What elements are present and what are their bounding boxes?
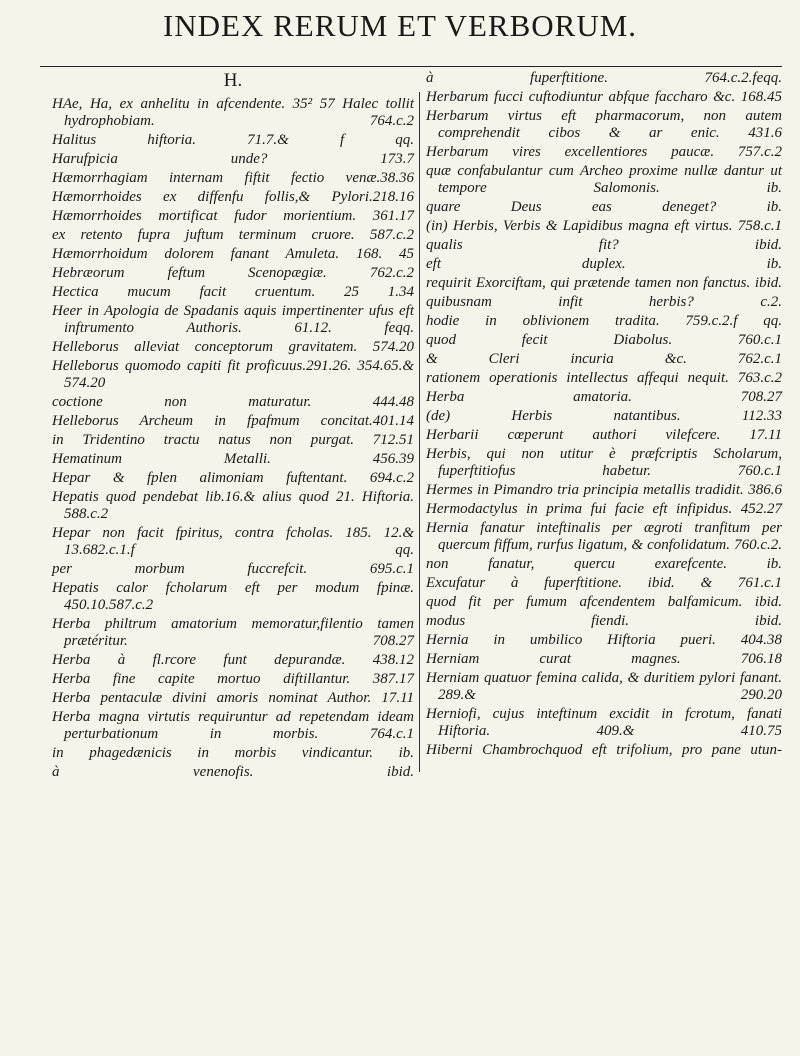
section-letter: H. (223, 70, 243, 91)
index-entry-quibusnam: quibusnam infit herbis? c.2. (426, 294, 782, 310)
index-entry-superstitione: à fuperftitione. 764.c.2.feqq. (426, 70, 782, 86)
index-entry-non_sanatur: non fanatur, quercu exarefcente. ib. (426, 556, 782, 572)
index-entry-hebraeorum: Hebræorum feftum Scenopægiæ. 762.c.2 (52, 265, 414, 281)
index-entry-haemorrhagia: Hæmorrhagiam internam fiftit fectio venæ.38.36 (52, 170, 414, 186)
index-entry-hernia2: Hernia in umbilico Hiftoria pueri. 404.38 (426, 632, 782, 648)
index-entry-helleborus2: Helleborus quomodo capiti fit proficuus.291.26. 354.65.& 574.20 (52, 358, 414, 391)
index-entry-coctione: coctione non maturatur. 444.48 (52, 394, 414, 410)
right-entry-list (426, 70, 782, 759)
index-entry-quae: quæ confabulantur cum Archeo proxime nullæ dantur ut tempore Salomonis. ib. (426, 163, 782, 196)
index-entry-morbum: per morbum fuccrefcit. 695.c.1 (52, 561, 414, 577)
index-entry-herba1: Herba philtrum amatorium memoratur,filentio tamen prætéritur. 708.27 (52, 616, 414, 649)
index-entry-phagedaenicis: in phagedænicis in morbis vindicantur. ib. (52, 745, 414, 761)
index-entry-haemorrhoides2: Hæmorrhoides mortificat fudor morientium. 361.17 (52, 208, 414, 224)
index-entry-cleri: & Cleri incuria &c. 762.c.1 (426, 351, 782, 367)
index-entry-quare: quare Deus eas deneget? ib. (426, 199, 782, 215)
index-entry-hepatis2: Hepatis calor fcholarum eft per modum fpinæ. 450.10.587.c.2 (52, 580, 414, 613)
index-entry-haec: HAe, Ha, ex anhelitu in afcendente. 35² 57 Halec tollit hydrophobiam. 764.c.2 (52, 96, 414, 129)
column-divider (419, 92, 420, 772)
index-entry-hiberni: Hiberni Chambrochquod eft trifolium, pro pane utun- (426, 742, 782, 758)
index-entry-rationem: rationem operationis intellectus affequi nequit. 763.c.2 (426, 370, 782, 386)
index-entry-herniam2: Herniam quatuor femina calida, & duritiem pylori fanant. 289.& 290.20 (426, 670, 782, 703)
index-entry-hepar1: Hepar & fplen alimoniam fuftentant. 694.c.2 (52, 470, 414, 486)
index-entry-herba5: Herba magna virtutis requiruntur ad repetendam ideam perturbationum in morbis. 764.c.1 (52, 709, 414, 742)
index-entry-quod_fit: quod fit per fumum afcendentem balfamicum. ibid. (426, 594, 782, 610)
index-entry-excusatur: Excufatur à fuperftitione. ibid. & 761.c.1 (426, 575, 782, 591)
index-entry-heer: Heer in Apologia de Spadanis aquis impertinenter ufus eft inftrumento Authoris. 61.12. feqq. (52, 303, 414, 336)
index-entry-herba4: Herba pentaculæ divini amoris nominat Author. 17.11 (52, 690, 414, 706)
index-entry-herbarum1: Herbarum fucci cuftodiuntur abfque faccharo &c. 168.45 (426, 89, 782, 105)
index-entry-retento: ex retento fupra juftum terminum cruore. 587.c.2 (52, 227, 414, 243)
index-entry-requirit: requirit Exorciftam, qui prætende tamen non fanctus. ibid. (426, 275, 782, 291)
index-entry-herniosi: Herniofi, cujus inteftinum excidit in fcrotum, fanati Hiftoria. 409.& 410.75 (426, 706, 782, 739)
header-rule (40, 66, 782, 67)
index-entry-haemorrhoidum: Hæmorrhoidum dolorem fanant Amuleta. 168. 45 (52, 246, 414, 262)
index-entry-hepar2: Hepar non facit fpiritus, contra fcholas. 185. 12.& 13.682.c.1.f qq. (52, 525, 414, 558)
page-title: INDEX RERUM ET VERBORUM. (162, 8, 638, 43)
index-entry-hermes: Hermes in Pimandro tria principia metallis tradidit. 386.6 (426, 482, 782, 498)
index-entry-quod_fecit: quod fecit Diabolus. 760.c.1 (426, 332, 782, 348)
left-column (52, 70, 414, 1048)
index-entry-hectica: Hectica mucum facit cruentum. 25 1.34 (52, 284, 414, 300)
index-entry-hodie: hodie in oblivionem tradita. 759.c.2.f qq. (426, 313, 782, 329)
index-entry-tridentino: in Tridentino tractu natus non purgat. 712.51 (52, 432, 414, 448)
index-entry-herbarii: Herbarii cœperunt authori vilefcere. 17.11 (426, 427, 782, 443)
index-entry-herbis_qui: Herbis, qui non utitur è præfcriptis Scholarum, fuperftitiofus habetur. 760.c.1 (426, 446, 782, 479)
index-entry-haemorrhoides1: Hæmorrhoides ex diffenfu follis,& Pylori.218.16 (52, 189, 414, 205)
index-entry-hermodactylus: Hermodactylus in prima fui facie eft infipidus. 452.27 (426, 501, 782, 517)
index-entry-herba3: Herba fine capite mortuo diftillantur. 387.17 (52, 671, 414, 687)
index-entry-venenosis: à venenofis. ibid. (52, 764, 414, 780)
index-entry-de_herbis: (de) Herbis natantibus. 112.33 (426, 408, 782, 424)
left-entry-list (52, 96, 414, 781)
index-entry-herba2: Herba à fl.rcore funt depurandæ. 438.12 (52, 652, 414, 668)
index-entry-duplex: eft duplex. ib. (426, 256, 782, 272)
index-entry-haruspicia: Harufpicia unde? 173.7 (52, 151, 414, 167)
index-entry-helleborus3: Helleborus Archeum in fpafmum concitat.401.14 (52, 413, 414, 429)
index-entry-qualis: qualis fit? ibid. (426, 237, 782, 253)
index-entry-herniam1: Herniam curat magnes. 706.18 (426, 651, 782, 667)
index-entry-helleborus1: Helleborus alleviat conceptorum gravitatem. 574.20 (52, 339, 414, 355)
index-entry-hepatis1: Hepatis quod pendebat lib.16.& alius quod 21. Hiftoria. 588.c.2 (52, 489, 414, 522)
right-column (426, 70, 782, 1048)
index-entry-modus: modus fiendi. ibid. (426, 613, 782, 629)
index-entry-hematinum: Hematinum Metalli. 456.39 (52, 451, 414, 467)
index-entry-herbarum2: Herbarum virtus eft pharmacorum, non autem comprehendit cibos & ar enic. 431.6 (426, 108, 782, 141)
index-entry-in_herbis: (in) Herbis, Verbis & Lapidibus magna eft virtus. 758.c.1 (426, 218, 782, 234)
index-entry-halitus: Halitus hiftoria. 71.7.& f qq. (52, 132, 414, 148)
index-entry-hernia1: Hernia fanatur inteftinalis per ægroti tranfitum per quercum fiffum, rurfus ligatum, & confolidatum. 760.c.2. (426, 520, 782, 553)
index-entry-herba_amatoria: Herba amatoria. 708.27 (426, 389, 782, 405)
index-entry-herbarum3: Herbarum vires excellentiores paucæ. 757.c.2 (426, 144, 782, 160)
